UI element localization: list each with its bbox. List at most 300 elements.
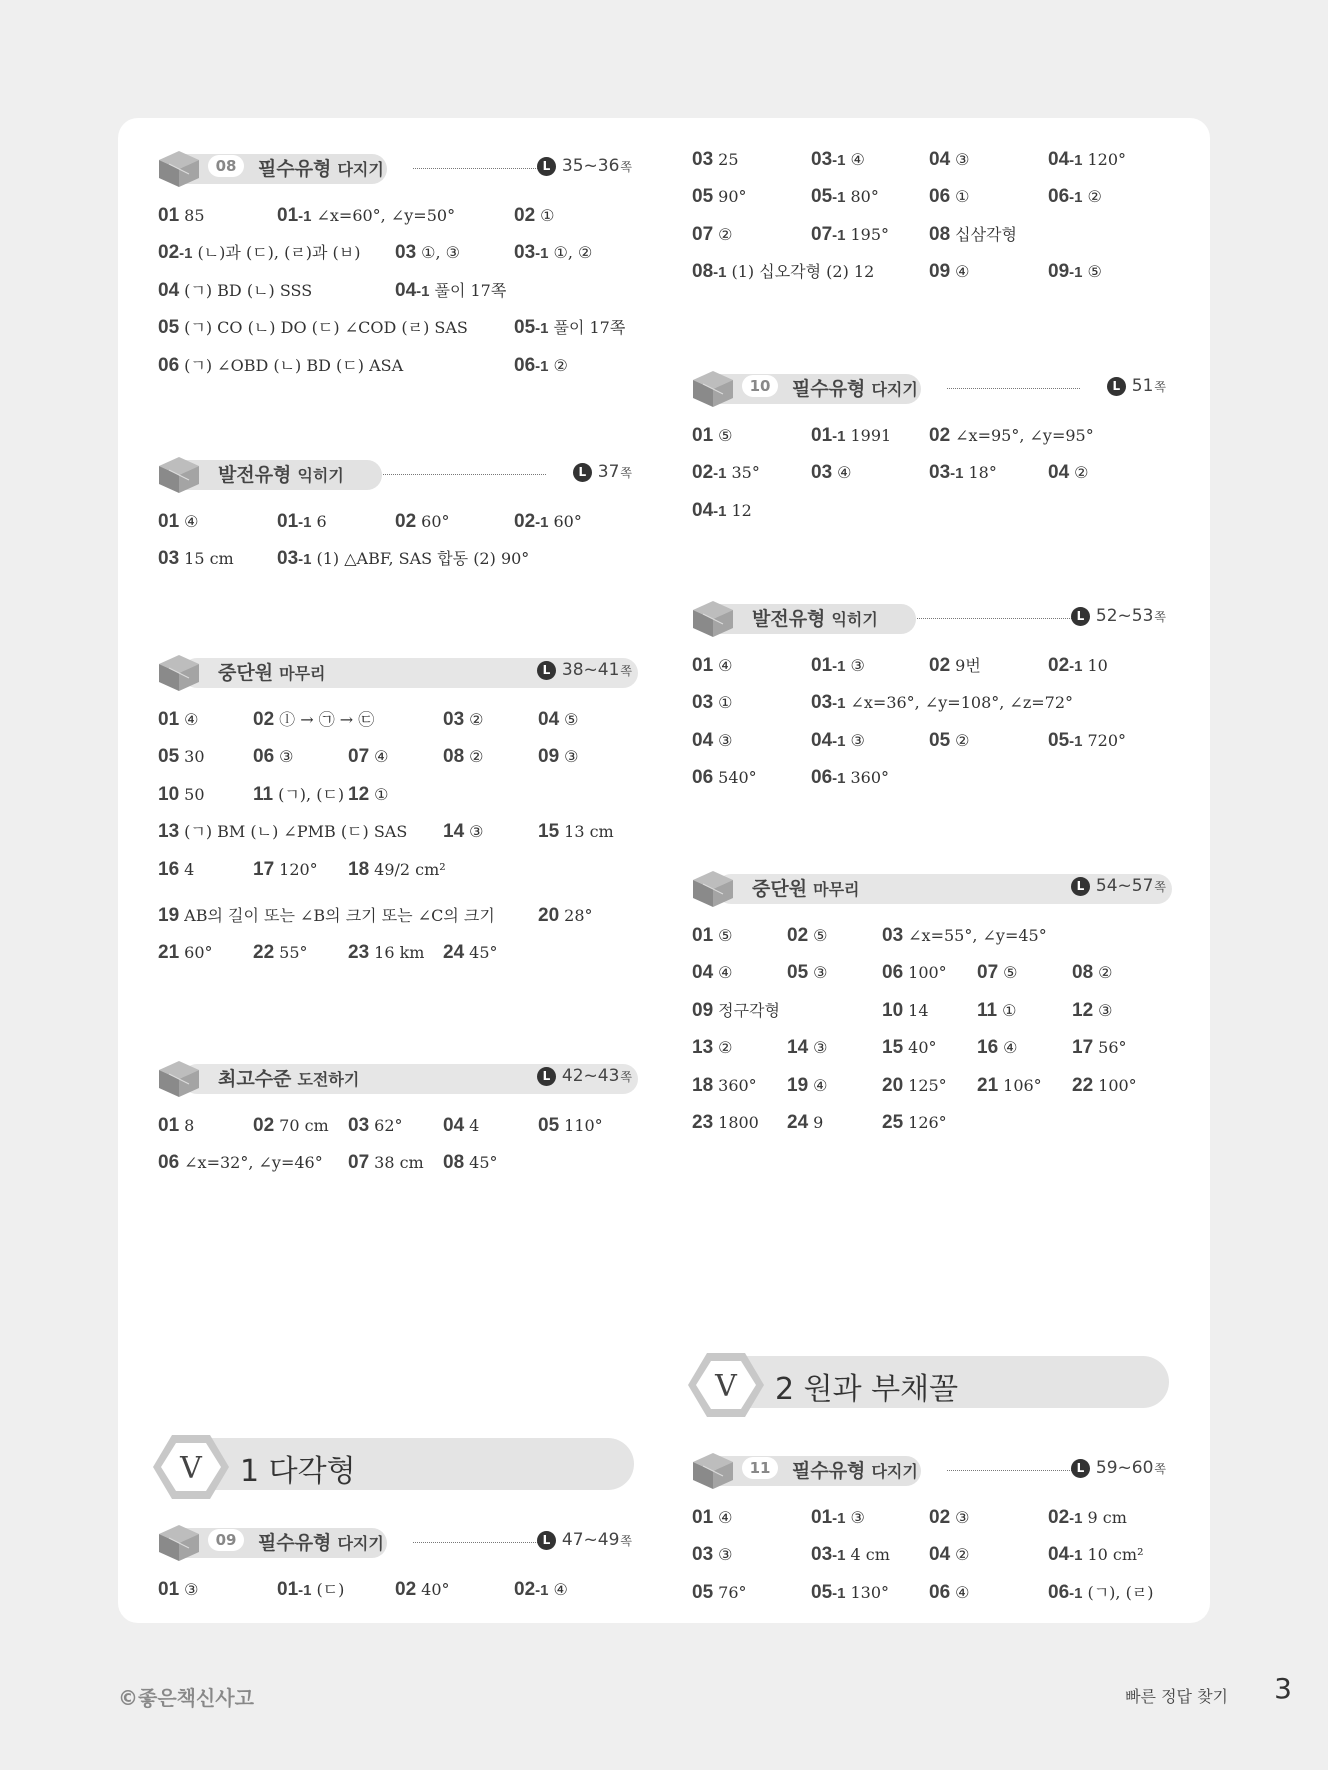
answer-value: 정구각형 xyxy=(718,1000,780,1020)
answer-value: ① xyxy=(540,206,555,225)
question-number: 06-1 xyxy=(1048,186,1083,208)
question-number: 14 xyxy=(443,821,465,843)
cube-icon xyxy=(692,870,734,908)
page-reference xyxy=(537,1066,632,1086)
answer-section-sec-mid2 xyxy=(692,868,1172,1133)
answer-value: 130° xyxy=(850,1582,890,1602)
answer-value: ⑤ xyxy=(813,926,828,945)
question-number: 16 xyxy=(977,1037,999,1059)
section-title-main: 중단원 xyxy=(218,662,274,684)
page-reference xyxy=(1107,376,1166,396)
answer-value: ③ xyxy=(850,1508,865,1527)
answer-item xyxy=(158,354,403,378)
answer-value: ③ xyxy=(955,150,970,169)
answer-item xyxy=(977,961,1017,985)
answer-value: 49/2 cm² xyxy=(374,859,446,879)
answer-value: ① xyxy=(718,693,733,713)
answer-item xyxy=(538,1114,603,1138)
answer-item xyxy=(395,241,460,265)
question-number: 06 xyxy=(929,1581,951,1603)
answer-value: ① xyxy=(955,187,970,207)
question-number: 04 xyxy=(692,729,714,751)
answer-item xyxy=(158,279,312,303)
question-number: 05 xyxy=(787,962,809,984)
question-number: 04 xyxy=(692,962,714,984)
answer-item xyxy=(692,766,757,790)
answer-value: ② xyxy=(955,730,970,750)
hexagon-badge-icon xyxy=(687,1350,765,1420)
section-title-sub: 다지기 xyxy=(337,1534,384,1553)
answer-value: ③ xyxy=(469,822,484,842)
answer-section-sec-dev1 xyxy=(158,454,638,570)
answer-item xyxy=(1048,729,1126,754)
answer-value: 120° xyxy=(1087,150,1127,169)
answer-item xyxy=(692,1036,732,1060)
page-reference xyxy=(537,660,632,680)
answer-value: ∠x=36°, ∠y=108°, ∠z=72° xyxy=(850,693,1074,713)
answer-item xyxy=(514,1578,568,1603)
l-circle-icon: L xyxy=(1071,877,1090,896)
answer-item xyxy=(253,708,374,732)
answer-value: (1) △ABF, SAS 합동 (2) 90° xyxy=(316,549,530,569)
question-number: 04-1 xyxy=(692,499,727,521)
answer-item xyxy=(1048,461,1088,485)
answer-item xyxy=(158,708,198,732)
answer-value: 76° xyxy=(718,1582,747,1602)
answer-item xyxy=(692,654,732,678)
question-number: 02 xyxy=(253,709,275,730)
question-number: 22 xyxy=(253,941,275,963)
answer-item xyxy=(443,820,483,844)
answer-item xyxy=(158,547,234,571)
answer-item xyxy=(811,424,891,449)
section-title-sub: 도전하기 xyxy=(297,1070,360,1089)
section-title-main: 발전유형 xyxy=(218,464,292,486)
page-reference xyxy=(537,1530,632,1550)
question-number: 03-1 xyxy=(811,1544,846,1566)
question-number: 01-1 xyxy=(811,425,846,446)
answer-item xyxy=(348,1114,403,1138)
answer-item xyxy=(929,654,981,678)
question-number: 22 xyxy=(1072,1074,1094,1096)
answer-item xyxy=(1072,1036,1127,1060)
cube-icon xyxy=(158,456,200,494)
question-number: 15 xyxy=(882,1037,904,1059)
answer-value: 40° xyxy=(421,1580,450,1599)
answer-value: ② xyxy=(1087,187,1102,207)
answer-value: 40° xyxy=(908,1038,937,1058)
answer-item xyxy=(538,904,593,928)
answer-item xyxy=(811,766,889,791)
answer-value: 60° xyxy=(421,512,450,531)
answer-value: ② xyxy=(1098,963,1113,983)
question-number: 12 xyxy=(348,783,370,805)
answer-item xyxy=(158,204,205,228)
question-number: 04 xyxy=(538,709,560,730)
answer-item xyxy=(977,999,1016,1023)
answer-value: 70 cm xyxy=(279,1116,329,1135)
question-number: 06 xyxy=(158,1152,180,1174)
answer-value: 540° xyxy=(718,768,757,788)
answer-item xyxy=(514,510,582,535)
page-unit: 쪽 xyxy=(1154,879,1166,894)
answer-value: 35° xyxy=(731,463,760,483)
answer-item xyxy=(692,924,732,948)
dotted-leader xyxy=(383,474,546,475)
question-number: 06-1 xyxy=(1048,1581,1083,1603)
answer-value: 18° xyxy=(968,463,997,483)
question-number: 04 xyxy=(443,1115,465,1136)
section-title xyxy=(792,1456,918,1487)
answer-item xyxy=(158,820,407,844)
question-number: 05 xyxy=(692,186,714,208)
question-number: 03 xyxy=(395,242,417,264)
section-header xyxy=(692,868,1172,908)
answer-value: ③ xyxy=(850,656,865,675)
answer-item xyxy=(692,461,760,486)
answer-value: (ㄱ) ∠OBD (ㄴ) BD (ㄷ) ASA xyxy=(184,355,404,375)
answer-item xyxy=(787,1111,823,1135)
answer-item xyxy=(692,729,732,753)
answer-item xyxy=(692,1111,759,1135)
footer-label: 빠른 정답 찾기 xyxy=(1125,1687,1228,1706)
answer-value: 360° xyxy=(850,768,890,788)
question-number: 05-1 xyxy=(1048,729,1083,751)
answer-value: 55° xyxy=(279,942,308,962)
section-header xyxy=(692,598,1172,638)
answer-item xyxy=(692,260,874,285)
answer-item xyxy=(1048,1543,1143,1568)
answer-value: ② xyxy=(469,710,484,729)
answer-value: 30 xyxy=(184,747,205,767)
section-header xyxy=(158,1522,638,1562)
question-number: 06-1 xyxy=(514,354,549,376)
section-title xyxy=(752,604,878,635)
page-range: 59~60 xyxy=(1095,1458,1154,1478)
answer-value: 10 cm² xyxy=(1087,1545,1144,1565)
question-number: 03 xyxy=(692,149,714,170)
answer-item xyxy=(692,1543,732,1567)
answer-value: ⓛ → ㉠ → ㉢ xyxy=(279,710,375,729)
page-reference xyxy=(1071,876,1166,896)
question-number: 03-1 xyxy=(929,462,964,484)
answer-value: 6 xyxy=(316,512,327,531)
page-unit: 쪽 xyxy=(620,1069,632,1084)
answer-value: 28° xyxy=(564,905,593,925)
question-number: 01 xyxy=(692,655,714,676)
answer-item xyxy=(538,708,578,732)
section-title-sub: 마무리 xyxy=(279,664,326,683)
answer-item xyxy=(811,1506,865,1531)
answer-item xyxy=(253,745,293,769)
answer-item xyxy=(443,708,483,732)
answer-value: ② xyxy=(955,1545,970,1565)
answer-value: ④ xyxy=(718,656,733,675)
question-number: 18 xyxy=(692,1074,714,1096)
question-number: 04-1 xyxy=(811,729,846,751)
answer-item xyxy=(929,223,1017,247)
question-number: 07 xyxy=(692,223,714,245)
question-number: 05 xyxy=(538,1115,560,1136)
question-number: 06 xyxy=(882,962,904,984)
answer-item xyxy=(692,499,752,524)
cube-icon xyxy=(158,1524,200,1562)
chapter-title: 1 다각형 xyxy=(240,1454,356,1489)
answer-item xyxy=(787,961,827,985)
question-number: 05 xyxy=(692,1581,714,1603)
answer-value: 50 xyxy=(184,784,205,804)
section-title-main: 필수유형 xyxy=(792,1460,866,1482)
answer-value: ④ xyxy=(718,1508,733,1527)
section-title-sub: 익히기 xyxy=(831,610,878,629)
answer-value: ② xyxy=(718,224,733,244)
dotted-leader xyxy=(917,618,1080,619)
question-number: 21 xyxy=(977,1074,999,1096)
answer-value: ④ xyxy=(955,1582,970,1602)
answer-item xyxy=(158,510,198,534)
section-header xyxy=(158,148,638,188)
question-number: 02-1 xyxy=(514,511,549,532)
question-number: 01-1 xyxy=(811,655,846,676)
answer-value: 56° xyxy=(1098,1038,1127,1058)
answer-item xyxy=(1048,1581,1154,1606)
answer-item xyxy=(158,783,205,807)
page-reference xyxy=(1071,606,1166,626)
question-number: 03 xyxy=(443,709,465,730)
question-number: 03 xyxy=(811,462,833,484)
question-number: 09 xyxy=(929,261,951,283)
answer-item xyxy=(277,547,529,572)
section-title-sub: 다지기 xyxy=(871,380,918,399)
section-title-main: 필수유형 xyxy=(792,378,866,400)
answer-section-sec-11 xyxy=(692,1450,1172,1603)
answer-value: 360° xyxy=(718,1075,757,1095)
question-number: 01 xyxy=(692,925,714,946)
question-number: 01 xyxy=(692,1507,714,1528)
section-title xyxy=(792,374,918,405)
cube-icon xyxy=(158,1060,200,1098)
answer-value: 12 xyxy=(731,500,752,520)
answer-value: 25 xyxy=(718,150,739,169)
answer-item xyxy=(882,1074,947,1098)
chapter-banner-2 xyxy=(687,1350,1169,1406)
question-number: 01 xyxy=(158,1115,180,1136)
question-number: 08 xyxy=(929,223,951,245)
question-number: 09 xyxy=(538,746,560,768)
answer-value: ⑤ xyxy=(718,926,733,945)
answer-section-sec-top1 xyxy=(158,1058,638,1174)
answer-item xyxy=(158,745,205,769)
answer-value: 풀이 17쪽 xyxy=(553,318,626,338)
answer-value: 1991 xyxy=(850,426,892,445)
answer-value: (ㄱ) BD (ㄴ) SSS xyxy=(184,280,313,300)
answer-item xyxy=(787,1036,827,1060)
answer-value: ② xyxy=(1074,463,1089,483)
question-number: 13 xyxy=(158,821,180,843)
answer-item xyxy=(253,783,344,807)
answer-value: 14 xyxy=(908,1000,929,1020)
answer-item xyxy=(692,691,732,715)
l-circle-icon: L xyxy=(1071,1459,1090,1478)
answer-value: ⑤ xyxy=(564,710,579,729)
answer-value: 13 cm xyxy=(564,822,614,842)
question-number: 01-1 xyxy=(811,1507,846,1528)
section-header xyxy=(692,1450,1172,1490)
answer-item xyxy=(692,223,732,247)
answer-value: ∠x=95°, ∠y=95° xyxy=(955,426,1094,445)
dotted-leader xyxy=(947,1470,1080,1471)
dotted-leader xyxy=(947,388,1080,389)
answer-value: ② xyxy=(718,1038,733,1058)
answer-item xyxy=(692,1074,757,1098)
question-number: 07 xyxy=(348,746,370,768)
answer-value: (ㄱ), (ㄷ) xyxy=(278,784,345,804)
question-number: 05-1 xyxy=(514,317,549,339)
answer-item xyxy=(977,1036,1017,1060)
question-number: 24 xyxy=(443,941,465,963)
answer-value: ⑤ xyxy=(1087,262,1102,282)
page-range: 37 xyxy=(597,462,620,482)
page-unit: 쪽 xyxy=(620,465,632,480)
answer-item xyxy=(1048,185,1102,210)
question-number: 02-1 xyxy=(158,242,193,264)
question-number: 01 xyxy=(692,425,714,446)
answer-value: ∠x=55°, ∠y=45° xyxy=(908,926,1047,945)
page-unit: 쪽 xyxy=(1154,379,1166,394)
question-number: 04-1 xyxy=(395,279,430,301)
answer-item xyxy=(538,745,578,769)
question-number: 04 xyxy=(929,1544,951,1566)
question-number: 06 xyxy=(692,767,714,789)
answer-item xyxy=(811,223,889,248)
answer-value: ① xyxy=(1002,1000,1017,1020)
answer-item xyxy=(882,1036,937,1060)
answer-item xyxy=(158,241,361,266)
question-number: 02 xyxy=(395,511,417,532)
question-number: 07-1 xyxy=(811,223,846,245)
cube-icon xyxy=(158,150,200,188)
answer-item xyxy=(514,204,554,228)
question-number: 08 xyxy=(443,1152,465,1174)
answer-value: ② xyxy=(469,747,484,767)
question-number: 02 xyxy=(787,925,809,946)
answer-item xyxy=(443,941,498,965)
page-range: 47~49 xyxy=(561,1530,620,1550)
page-unit: 쪽 xyxy=(620,663,632,678)
answer-value: ⑤ xyxy=(718,426,733,445)
section-title-main: 최고수준 xyxy=(218,1068,292,1090)
question-number: 03-1 xyxy=(811,692,846,714)
section-title-main: 필수유형 xyxy=(258,158,332,180)
question-number: 13 xyxy=(692,1037,714,1059)
question-number: 03 xyxy=(882,925,904,946)
answer-value: ① xyxy=(374,784,389,804)
answer-item xyxy=(811,185,879,210)
answer-value: ③ xyxy=(813,963,828,983)
question-number: 02-1 xyxy=(1048,655,1083,676)
question-number: 21 xyxy=(158,941,180,963)
question-number: 19 xyxy=(787,1074,809,1096)
answer-item xyxy=(514,241,592,266)
question-number: 06 xyxy=(929,186,951,208)
question-number: 06 xyxy=(253,746,275,768)
question-number: 19 xyxy=(158,904,180,926)
question-number: 23 xyxy=(348,941,370,963)
question-number: 02 xyxy=(929,1507,951,1528)
answer-value: 38 cm xyxy=(374,1153,424,1173)
section-header xyxy=(158,652,638,692)
question-number: 05 xyxy=(158,317,180,339)
answer-value: 15 cm xyxy=(184,549,234,569)
question-number: 02-1 xyxy=(514,1579,549,1600)
page-range: 38~41 xyxy=(561,660,620,680)
section-title xyxy=(258,1528,384,1559)
answer-item xyxy=(348,1151,424,1175)
answer-item xyxy=(929,1581,969,1605)
answer-item xyxy=(277,510,327,535)
question-number: 03 xyxy=(692,1544,714,1566)
section-number: 10 xyxy=(742,375,778,397)
question-number: 24 xyxy=(787,1111,809,1133)
answer-value: 9 cm xyxy=(1087,1508,1127,1527)
question-number: 01 xyxy=(158,1579,180,1600)
answer-value: 720° xyxy=(1087,730,1127,750)
answer-value: ①, ③ xyxy=(421,243,460,263)
section-title-main: 발전유형 xyxy=(752,608,826,630)
answer-section-sec-08 xyxy=(158,148,638,376)
answer-item xyxy=(811,1581,889,1606)
page-number: 3 xyxy=(1274,1672,1292,1705)
question-number: 04 xyxy=(1048,462,1070,484)
answer-section-sec-mid1 xyxy=(158,652,638,963)
answer-item xyxy=(929,185,969,209)
answer-item xyxy=(977,1074,1042,1098)
answer-value: 125° xyxy=(908,1075,947,1095)
answer-item xyxy=(158,316,468,340)
question-number: 01-1 xyxy=(277,205,312,226)
answer-value: 4 xyxy=(184,859,195,879)
answer-item xyxy=(514,316,625,341)
answer-item xyxy=(158,1151,323,1175)
question-number: 03 xyxy=(692,692,714,714)
answer-item xyxy=(692,185,747,209)
answer-item xyxy=(158,858,194,882)
answer-item xyxy=(1072,1074,1137,1098)
answer-item xyxy=(253,1114,329,1138)
answer-item xyxy=(811,148,865,173)
question-number: 01 xyxy=(158,511,180,532)
l-circle-icon: L xyxy=(537,1067,556,1086)
page-unit: 쪽 xyxy=(620,159,632,174)
question-number: 12 xyxy=(1072,999,1094,1021)
question-number: 04-1 xyxy=(1048,1544,1083,1566)
answer-value: 62° xyxy=(374,1116,403,1135)
answer-item xyxy=(692,999,780,1023)
hexagon-badge-icon xyxy=(152,1432,230,1502)
answer-section-sec-dev2 xyxy=(692,598,1172,789)
answer-item xyxy=(787,924,827,948)
answer-item xyxy=(882,961,947,985)
answer-value: ③ xyxy=(718,1545,733,1565)
answer-value: 100° xyxy=(1098,1075,1137,1095)
answer-item xyxy=(158,1114,194,1138)
answer-value: 8 xyxy=(184,1116,195,1135)
question-number: 02 xyxy=(514,205,536,226)
answer-item xyxy=(929,1506,969,1530)
answer-item xyxy=(348,941,424,965)
answer-value: ④ xyxy=(553,1580,568,1599)
question-number: 16 xyxy=(158,858,180,880)
